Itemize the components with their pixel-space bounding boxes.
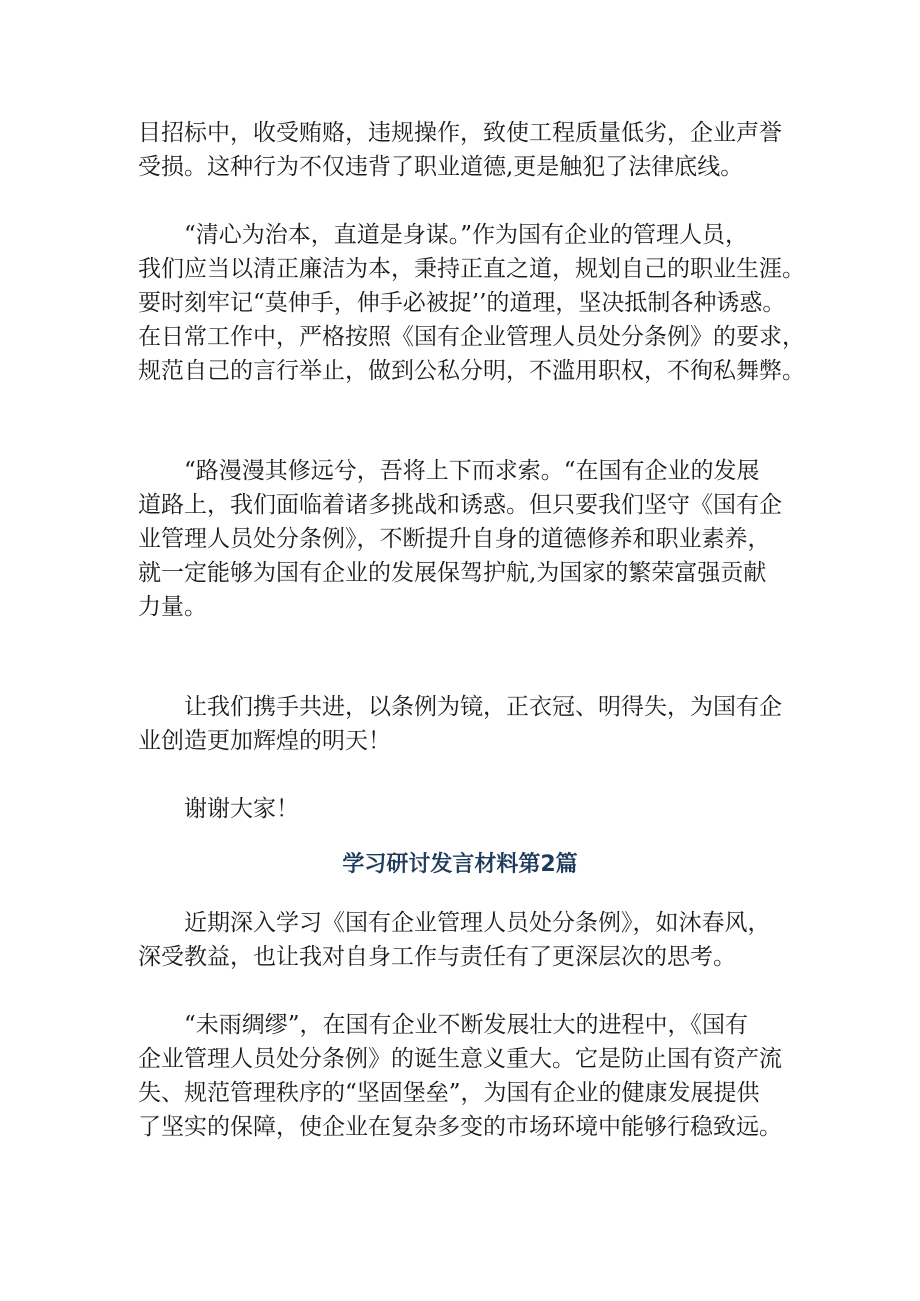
paragraph-call-to-action <box>138 690 798 758</box>
text-line: 目招标中，收受贿赂，违规操作，致使工程质量低劣，企业声誉 <box>138 120 782 146</box>
text-line: 谢谢大家！ <box>184 796 299 822</box>
text-line: 失、规范管理秩序的“坚固堡垒”，为国有企业的健康发展提供 <box>138 1080 760 1106</box>
paragraph-significance <box>138 1008 798 1144</box>
paragraph-study-intro <box>138 906 798 974</box>
text-line: 力量。 <box>138 594 207 620</box>
text-line: 企业管理人员处分条例》的诞生意义重大。它是防止国有资产流 <box>138 1046 782 1072</box>
text-line: 就一定能够为国有企业的发展保驾护航,为国家的繁荣富强贡献 <box>138 560 767 586</box>
paragraph-thanks <box>138 792 798 826</box>
text-line: 道路上，我们面临着诸多挑战和诱惑。但只要我们坚守《国有企 <box>138 492 782 518</box>
text-line: 受损。这种行为不仅违背了职业道德,更是触犯了法律底线。 <box>138 154 744 180</box>
text-line: 近期深入学习《国有企业管理人员处分条例》，如沐春风， <box>184 910 771 936</box>
paragraph-continuation <box>138 116 798 184</box>
text-line: 业创造更加辉煌的明天！ <box>138 728 391 754</box>
section-heading: 学习研讨发言材料第2篇 <box>342 852 578 877</box>
text-line: 规范自己的言行举止，做到公私分明，不滥用职权，不徇私舞弊。 <box>138 358 805 384</box>
paragraph-integrity <box>138 218 805 388</box>
text-line: 业管理人员处分条例》，不断提升自身的道德修养和职业素养， <box>138 526 771 552</box>
text-line: 在日常工作中，严格按照《国有企业管理人员处分条例》的要求， <box>138 324 805 350</box>
text-line: 让我们携手共进，以条例为镜，正衣冠、明得失，为国有企 <box>184 694 782 720</box>
paragraph-pursuit <box>138 454 798 624</box>
text-line: 了坚实的保障，使企业在复杂多变的市场环境中能够行稳致远。 <box>138 1114 782 1140</box>
text-line: “清心为治本，直道是身谋。”作为国有企业的管理人员， <box>184 222 749 248</box>
text-line: 深受教益，也让我对自身工作与责任有了更深层次的思考。 <box>138 944 736 970</box>
text-line: “未雨绸缪”，在国有企业不断发展壮大的进程中，《国有 <box>184 1012 749 1038</box>
text-line: 我们应当以清正廉洁为本，秉持正直之道，规划自己的职业生涯。 <box>138 256 805 282</box>
text-line: “路漫漫其修远兮，吾将上下而求索。“在国有企业的发展 <box>184 458 760 484</box>
text-line: 要时刻牢记“莫伸手，伸手必被捉’’的道理，坚决抵制各种诱惑。 <box>138 290 786 316</box>
